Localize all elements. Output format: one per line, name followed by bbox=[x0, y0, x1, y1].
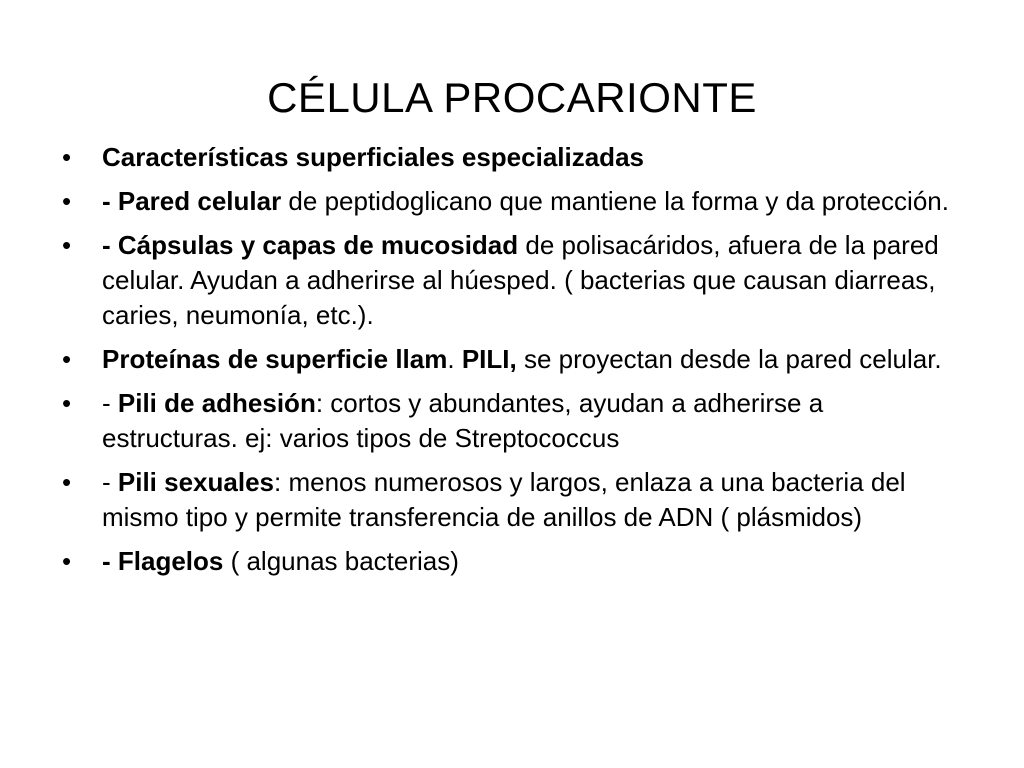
bullet-text: de polisacáridos, afuera de la pared celular. Ayudan a adherirse al húesped. ( bacterias que causan diarreas, caries, neumonía, etc.). bbox=[102, 230, 939, 330]
bullet-item bbox=[62, 342, 962, 377]
slide-title: CÉLULA PROCARIONTE bbox=[267, 74, 757, 121]
bullet-text-bold: Proteínas de superficie llam bbox=[102, 344, 448, 374]
bullet-text-bold: - Flagelos bbox=[102, 546, 224, 576]
bullet-text: - bbox=[102, 467, 118, 497]
bullet-marker-icon: • bbox=[62, 186, 72, 216]
bullet-text: - bbox=[102, 388, 118, 418]
bullet-item bbox=[62, 228, 962, 333]
bullet-text: : cortos y abundantes, ayudan a adherirse a estructuras. ej: varios tipos de Streptococcus bbox=[102, 388, 824, 453]
bullet-marker-icon: • bbox=[62, 467, 72, 497]
bullet-text: ( algunas bacterias) bbox=[223, 546, 459, 576]
bullet-marker-icon: • bbox=[62, 142, 72, 172]
bullet-item bbox=[62, 184, 962, 219]
bullet-marker-icon: • bbox=[62, 344, 72, 374]
bullet-marker-icon: • bbox=[62, 546, 72, 576]
bullet-item bbox=[62, 465, 962, 535]
bullet-item bbox=[62, 140, 962, 175]
bullet-item bbox=[62, 544, 962, 579]
bullet-marker-icon: • bbox=[62, 388, 72, 418]
bullet-item bbox=[62, 386, 962, 456]
bullet-text-bold: - Pared celular bbox=[102, 186, 282, 216]
bullet-marker-icon: • bbox=[62, 230, 72, 260]
bullet-text-bold: Características superficiales especializadas bbox=[102, 142, 644, 172]
bullet-text: de peptidoglicano que mantiene la forma y da protección. bbox=[281, 186, 949, 216]
bullet-text: se proyectan desde la pared celular. bbox=[516, 344, 942, 374]
bullet-text: . bbox=[447, 344, 462, 374]
bullet-text: : menos numerosos y largos, enlaza a una bacteria del mismo tipo y permite transferencia de anillos de ADN ( plásmidos) bbox=[102, 467, 906, 532]
bullet-text-bold: Pili sexuales bbox=[117, 467, 274, 497]
bullet-text-bold: - Cápsulas y capas de mucosidad bbox=[102, 230, 519, 260]
bullet-text-bold: PILI, bbox=[461, 344, 517, 374]
bullet-text-bold: Pili de adhesión bbox=[117, 388, 316, 418]
bullet-list bbox=[62, 140, 962, 588]
